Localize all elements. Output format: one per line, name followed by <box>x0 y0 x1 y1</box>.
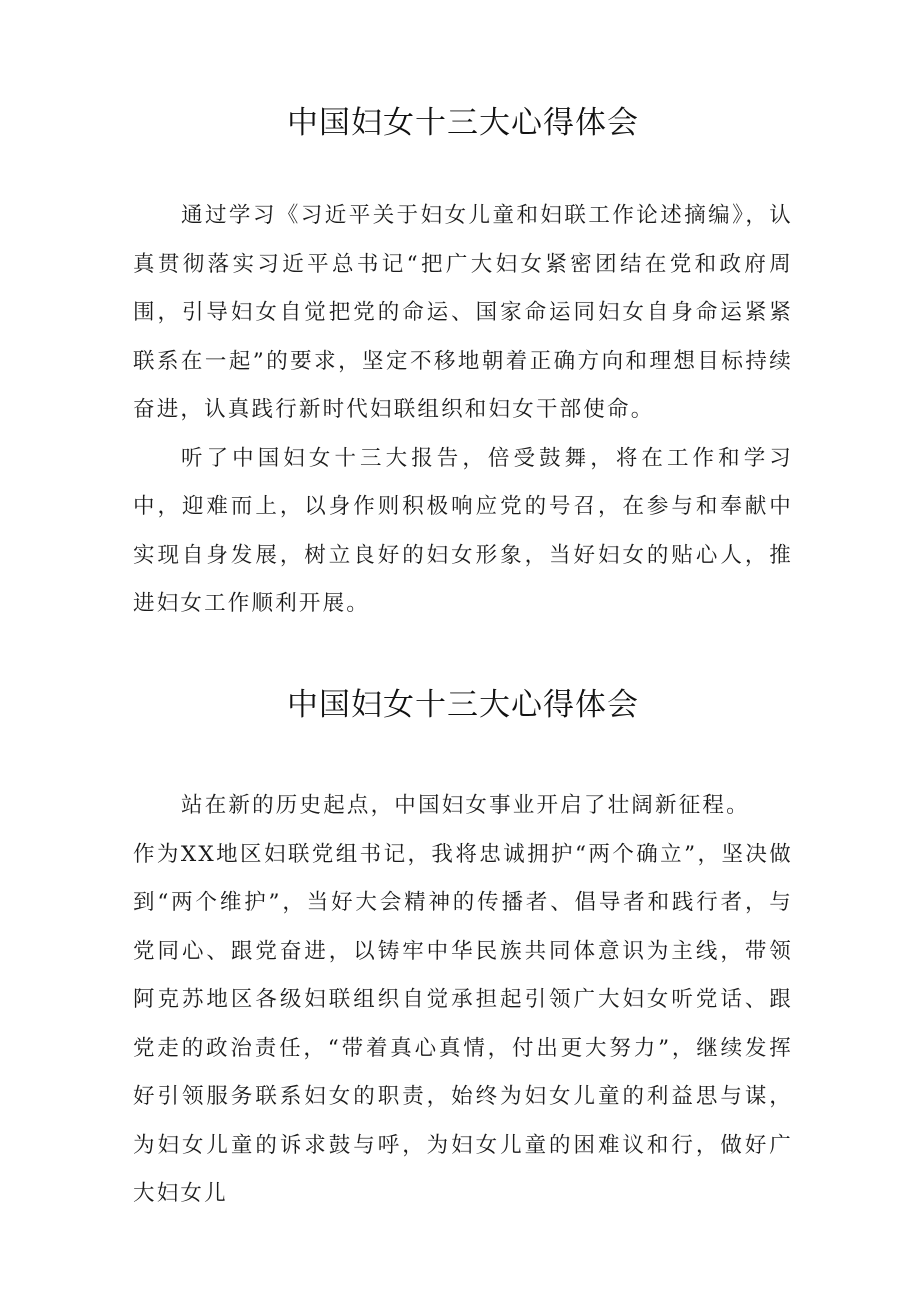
body-paragraph: 听了中国妇女十三大报告，倍受鼓舞，将在工作和学习中，迎难而上，以身作则积极响应党的号召，在参与和奉献中实现自身发展，树立良好的妇女形象，当好妇女的贴心人，推进妇女工作顺利开展。 <box>133 445 793 616</box>
article-section-1 <box>133 98 793 629</box>
article-section-2 <box>133 680 793 1219</box>
body-paragraph: 通过学习《习近平关于妇女儿童和妇联工作论述摘编》，认真贯彻落实习近平总书记“把广大妇女紧密团结在党和政府周围，引导妇女自觉把党的命运、国家命运同妇女自身命运紧紧联系在一起”的要求，坚定不移地朝着正确方向和理想目标持续奋进，认真践行新时代妇联组织和妇女干部使命。 <box>133 203 793 422</box>
article-body <box>133 782 793 1219</box>
body-paragraph: 作为XX地区妇联党组书记，我将忠诚拥护“两个确立”，坚决做到“两个维护”，当好大会精神的传播者、倡导者和践行者，与党同心、跟党奋进，以铸牢中华民族共同体意识为主线，带领阿克苏地区各级妇联组织自觉承担起引领广大妇女听党话、跟党走的政治责任，“带着真心真情，付出更大努力”，继续发挥好引领服务联系妇女的职责，始终为妇女儿童的利益思与谋，为妇女儿童的诉求鼓与呼，为妇女儿童的困难议和行，做好广大妇女儿 <box>133 841 793 1206</box>
article-body <box>133 192 793 629</box>
body-paragraph: 站在新的历史起点，中国妇女事业开启了壮阔新征程。 <box>181 793 750 818</box>
article-title: 中国妇女十三大心得体会 <box>287 105 639 141</box>
article-title: 中国妇女十三大心得体会 <box>287 687 639 723</box>
